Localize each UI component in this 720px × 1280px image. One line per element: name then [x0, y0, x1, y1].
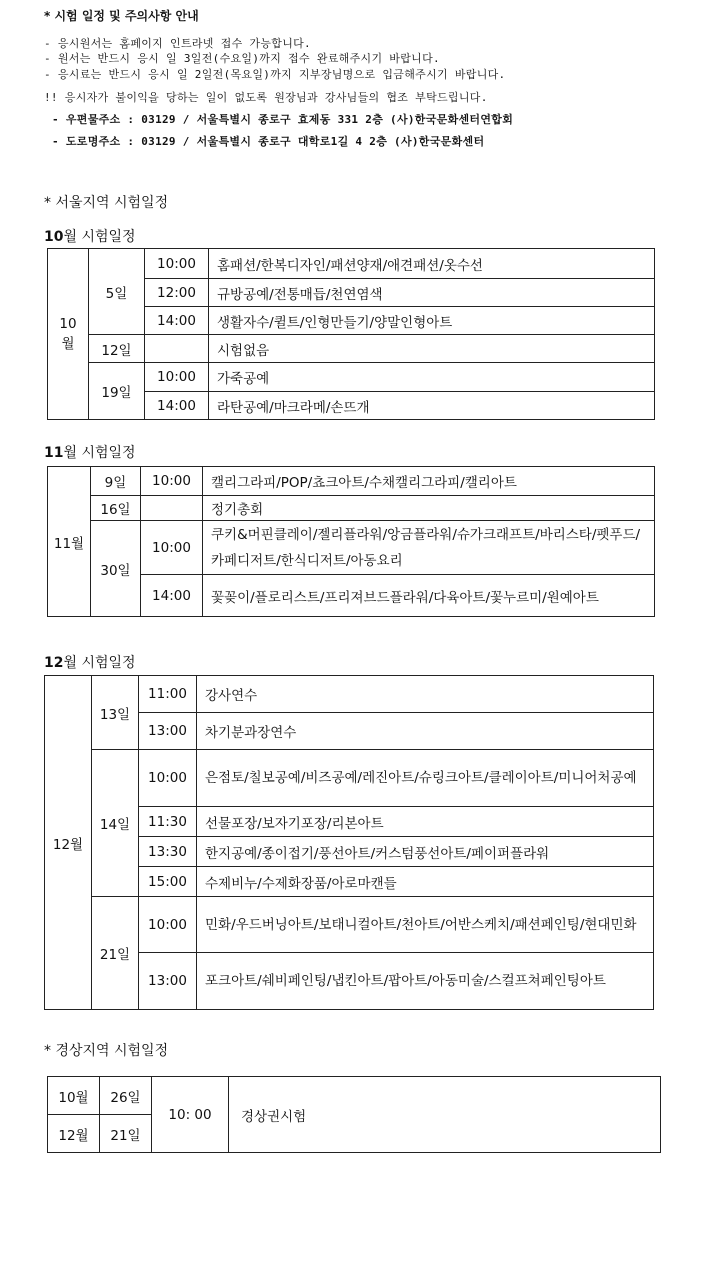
notice-line-1: - 응시원서는 홈페이지 인트라넷 접수 가능합니다.	[44, 37, 311, 50]
subject-cell: 포크아트/쉐비페인팅/냅킨아트/팝아트/아동미술/스컬프쳐페인팅아트	[197, 953, 654, 1010]
table-row	[48, 521, 655, 575]
day-cell: 12일	[89, 335, 145, 363]
subject-cell: 시험없음	[209, 335, 655, 363]
subject-cell: 홈패션/한복디자인/패션양재/애견패션/옷수선	[209, 249, 655, 279]
day-cell: 13일	[92, 676, 139, 750]
subject-cell: 라탄공예/마크라메/손뜨개	[209, 392, 655, 420]
notice-title: * 시험 일정 및 주의사항 안내	[44, 9, 199, 23]
subject-cell: 쿠키&머핀클레이/젤리플라워/앙금플라워/슈가크래프트/바리스타/펫푸드/카페디저트/한식디저트/아동요리	[203, 521, 655, 575]
dec-title-number: 12	[44, 655, 64, 671]
table-row	[45, 897, 654, 953]
subject-cell: 가죽공예	[209, 363, 655, 392]
time-cell: 13:30	[139, 837, 197, 867]
table-row	[48, 467, 655, 496]
day-cell: 21일	[92, 897, 139, 1010]
table-row	[48, 249, 655, 279]
subject-cell: 차기분과장연수	[197, 713, 654, 750]
time-cell: 14:00	[145, 392, 209, 420]
table-row	[48, 363, 655, 392]
day-cell: 5일	[89, 249, 145, 335]
subject-cell: 한지공예/종이접기/풍선아트/커스텀풍선아트/페이퍼플라워	[197, 837, 654, 867]
subject-cell: 생활자수/퀼트/인형만들기/양말인형아트	[209, 307, 655, 335]
road-address: - 도로명주소 : 03129 / 서울특별시 종로구 대학로1길 4 2층 (사)한국문화센터	[52, 135, 485, 148]
time-cell: 13:00	[139, 713, 197, 750]
oct-title-text: 월 시험일정	[63, 229, 136, 245]
time-cell: 10: 00	[152, 1077, 229, 1153]
nov-title-number: 11	[44, 445, 64, 461]
nov-schedule-table	[47, 466, 655, 617]
notice-line-4: !! 응시자가 불이익을 당하는 일이 없도록 원장님과 강사님들의 협조 부탁드립니다.	[44, 91, 488, 104]
day-cell: 16일	[91, 496, 141, 521]
day-cell: 19일	[89, 363, 145, 420]
day-cell: 9일	[91, 467, 141, 496]
day-cell: 30일	[91, 521, 141, 617]
table-row	[48, 335, 655, 363]
subject-cell: 선물포장/보자기포장/리본아트	[197, 807, 654, 837]
time-cell: 11:30	[139, 807, 197, 837]
subject-cell: 수제비누/수제화장품/아로마캔들	[197, 867, 654, 897]
month-cell: 12월	[48, 1115, 100, 1153]
time-cell: 10:00	[139, 750, 197, 807]
oct-title	[44, 226, 136, 246]
month-cell: 12월	[45, 676, 92, 1010]
time-cell: 10:00	[141, 467, 203, 496]
nov-title	[44, 442, 136, 462]
table-row	[45, 750, 654, 807]
time-cell: 10:00	[141, 521, 203, 575]
postal-address: - 우편물주소 : 03129 / 서울특별시 종로구 효제동 331 2층 (사)한국문화센터연합회	[52, 113, 514, 126]
oct-title-number: 10	[44, 229, 64, 245]
month-cell: 11월	[48, 467, 91, 617]
time-cell: 12:00	[145, 279, 209, 307]
subject-cell: 정기총회	[203, 496, 655, 521]
day-cell: 21일	[100, 1115, 152, 1153]
time-cell-empty	[145, 335, 209, 363]
nov-title-text: 월 시험일정	[63, 445, 136, 461]
subject-cell: 캘리그라피/POP/쵸크아트/수채캘리그라피/캘리아트	[203, 467, 655, 496]
time-cell: 10:00	[145, 249, 209, 279]
table-row	[45, 676, 654, 713]
seoul-section-title: * 서울지역 시험일정	[44, 195, 169, 211]
month-cell: 10월	[48, 249, 89, 420]
month-cell: 10월	[48, 1077, 100, 1115]
subject-cell: 규방공예/전통매듭/천연염색	[209, 279, 655, 307]
table-row	[48, 496, 655, 521]
time-cell-empty	[141, 496, 203, 521]
day-cell: 14일	[92, 750, 139, 897]
oct-schedule-table	[47, 248, 655, 420]
dec-title-text: 월 시험일정	[63, 655, 136, 671]
table-row	[48, 1077, 661, 1115]
subject-cell: 은점토/칠보공예/비즈공예/레진아트/슈링크아트/클레이아트/미니어처공예	[197, 750, 654, 807]
subject-cell: 강사연수	[197, 676, 654, 713]
time-cell: 14:00	[141, 575, 203, 617]
time-cell: 14:00	[145, 307, 209, 335]
gyeongsang-schedule-table	[47, 1076, 661, 1153]
time-cell: 10:00	[139, 897, 197, 953]
notice-line-2: - 원서는 반드시 응시 일 3일전(수요일)까지 접수 완료해주시기 바랍니다.	[44, 52, 440, 65]
time-cell: 10:00	[145, 363, 209, 392]
time-cell: 11:00	[139, 676, 197, 713]
dec-title	[44, 652, 136, 672]
dec-schedule-table	[44, 675, 654, 1010]
notice-line-3: - 응시료는 반드시 응시 일 2일전(목요일)까지 지부장님명으로 입금해주시기 바랍니다.	[44, 68, 506, 81]
subject-cell: 꽃꽂이/플로리스트/프리져브드플라워/다육아트/꽃누르미/원예아트	[203, 575, 655, 617]
subject-cell: 민화/우드버닝아트/보태니컬아트/천아트/어반스케치/패션페인팅/현대민화	[197, 897, 654, 953]
subject-cell: 경상권시험	[229, 1077, 661, 1153]
time-cell: 13:00	[139, 953, 197, 1010]
time-cell: 15:00	[139, 867, 197, 897]
day-cell: 26일	[100, 1077, 152, 1115]
gyeongsang-section-title: * 경상지역 시험일정	[44, 1043, 169, 1059]
